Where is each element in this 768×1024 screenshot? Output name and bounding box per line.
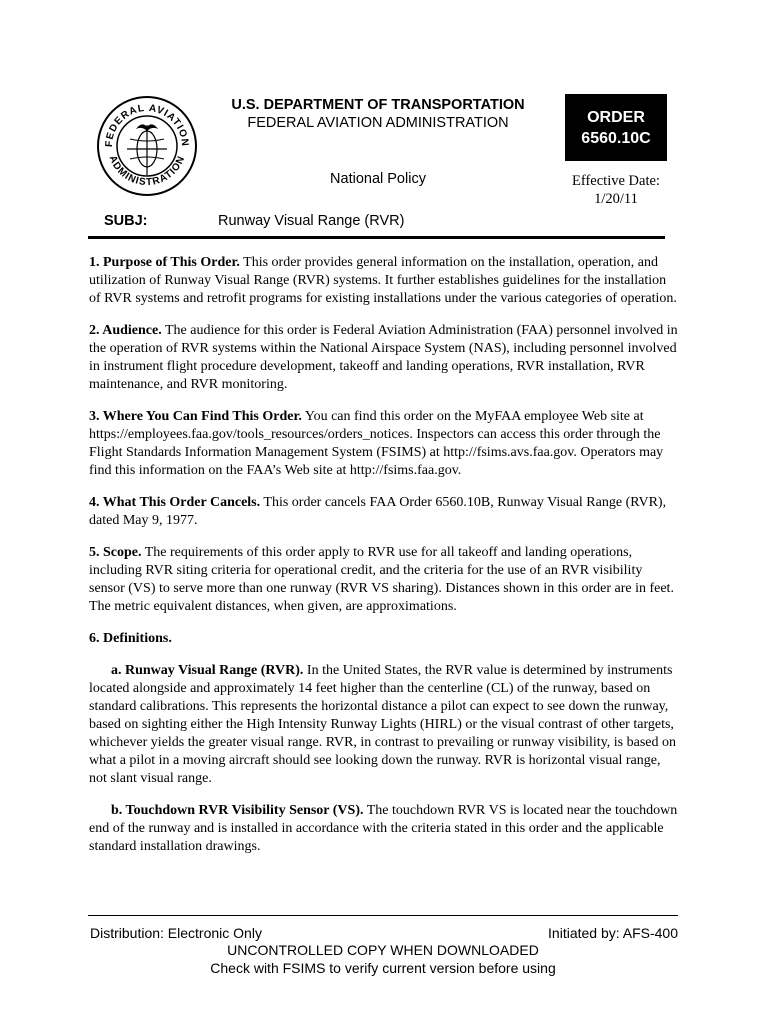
subject-value: Runway Visual Range (RVR)	[218, 213, 405, 229]
definition-heading: b. Touchdown RVR Visibility Sensor (VS).	[111, 803, 364, 818]
footer-divider	[88, 915, 678, 916]
document-body	[89, 254, 679, 870]
section-audience	[89, 322, 679, 394]
order-number: 6560.10C	[581, 130, 651, 147]
definition-rvr	[89, 662, 679, 788]
department-name: U.S. DEPARTMENT OF TRANSPORTATION	[231, 97, 525, 113]
effective-date-value: 1/20/11	[594, 191, 638, 207]
definition-text: The touchdown RVR VS is located near the touchdown end of the runway and is installed in accordance with the criteria stated in this order and the applicable standard installation drawings.	[89, 803, 678, 854]
header-divider	[88, 236, 665, 239]
section-heading: 1. Purpose of This Order.	[89, 255, 240, 270]
uncontrolled-copy-notice: UNCONTROLLED COPY WHEN DOWNLOADED	[227, 942, 539, 958]
section-heading: 5. Scope.	[89, 545, 142, 560]
section-text: The audience for this order is Federal Aviation Administration (FAA) personnel involved in the operation of RVR systems within the National Airspace System (NAS), including personnel involved in instrument flight procedure development, takeoff and landing operations, RVR installation, RVR maintenance, and RVR monitoring.	[89, 323, 678, 392]
section-text: The requirements of this order apply to RVR use for all takeoff and landing operations, including RVR siting criteria for operational credit, and the criteria for the use of an RVR visibility sensor (VS) to serve more than one runway (RVR VS sharing). Distances shown in this order are in feet. The metric equivalent distances, when given, are approximations.	[89, 545, 674, 614]
definition-heading: a. Runway Visual Range (RVR).	[111, 663, 304, 678]
policy-type: National Policy	[330, 171, 426, 187]
effective-date-block	[540, 172, 692, 208]
svg-text:ADMINISTRATION: ADMINISTRATION	[106, 154, 188, 189]
definition-text: In the United States, the RVR value is determined by instruments located alongside and approximately 14 feet higher than the centerline (CL) of the runway, based on standard calibrations. This represents the horizontal distance a pilot can expect to see down the runway, based on sighting either the High Intensity Runway Lights (HIRL) or the visual contrast of other targets, whichever yields the greater visual range. RVR, in contrast to prevailing or runway visibility, is based on what a pilot in a moving aircraft should see looking down the runway. RVR is horizontal visual range, not slant visual range.	[89, 663, 676, 786]
section-heading: 3. Where You Can Find This Order.	[89, 409, 302, 424]
distribution-note: Distribution: Electronic Only	[90, 925, 262, 941]
effective-date-label: Effective Date:	[572, 173, 660, 189]
verify-version-notice: Check with FSIMS to verify current version before using	[210, 960, 556, 976]
definition-touchdown-vs	[89, 802, 679, 856]
section-scope	[89, 544, 679, 616]
section-text: This order provides general information on the installation, operation, and utilization of Runway Visual Range (RVR) systems. It further establishes guidelines for the installation of RVR systems and retrofit programs for existing installations under the various categories of operation.	[89, 255, 677, 306]
section-heading: 2. Audience.	[89, 323, 162, 338]
section-heading: 6. Definitions.	[89, 631, 172, 646]
section-text: This order cancels FAA Order 6560.10B, Runway Visual Range (RVR), dated May 9, 1977.	[89, 495, 667, 528]
order-number-box	[565, 94, 667, 161]
section-where-to-find	[89, 408, 679, 480]
subject-label: SUBJ:	[104, 213, 148, 229]
faa-seal-logo	[96, 95, 198, 197]
order-label: ORDER	[587, 109, 645, 126]
svg-text:FEDERAL AVIATION: FEDERAL AVIATION	[103, 102, 191, 148]
section-text: You can find this order on the MyFAA employee Web site at https://employees.faa.gov/tools_resources/orders_notices. Inspectors can access this order through the Flight Standards Information Management System (FSIMS) at http://fsims.avs.faa.gov. Operators may find this information on the FAA’s Web site at http://fsims.faa.gov.	[89, 409, 664, 478]
initiated-by-note: Initiated by: AFS-400	[548, 925, 678, 941]
section-purpose	[89, 254, 679, 308]
agency-name: FEDERAL AVIATION ADMINISTRATION	[247, 115, 509, 131]
section-heading: 4. What This Order Cancels.	[89, 495, 261, 510]
section-definitions	[89, 630, 679, 648]
section-cancels	[89, 494, 679, 530]
